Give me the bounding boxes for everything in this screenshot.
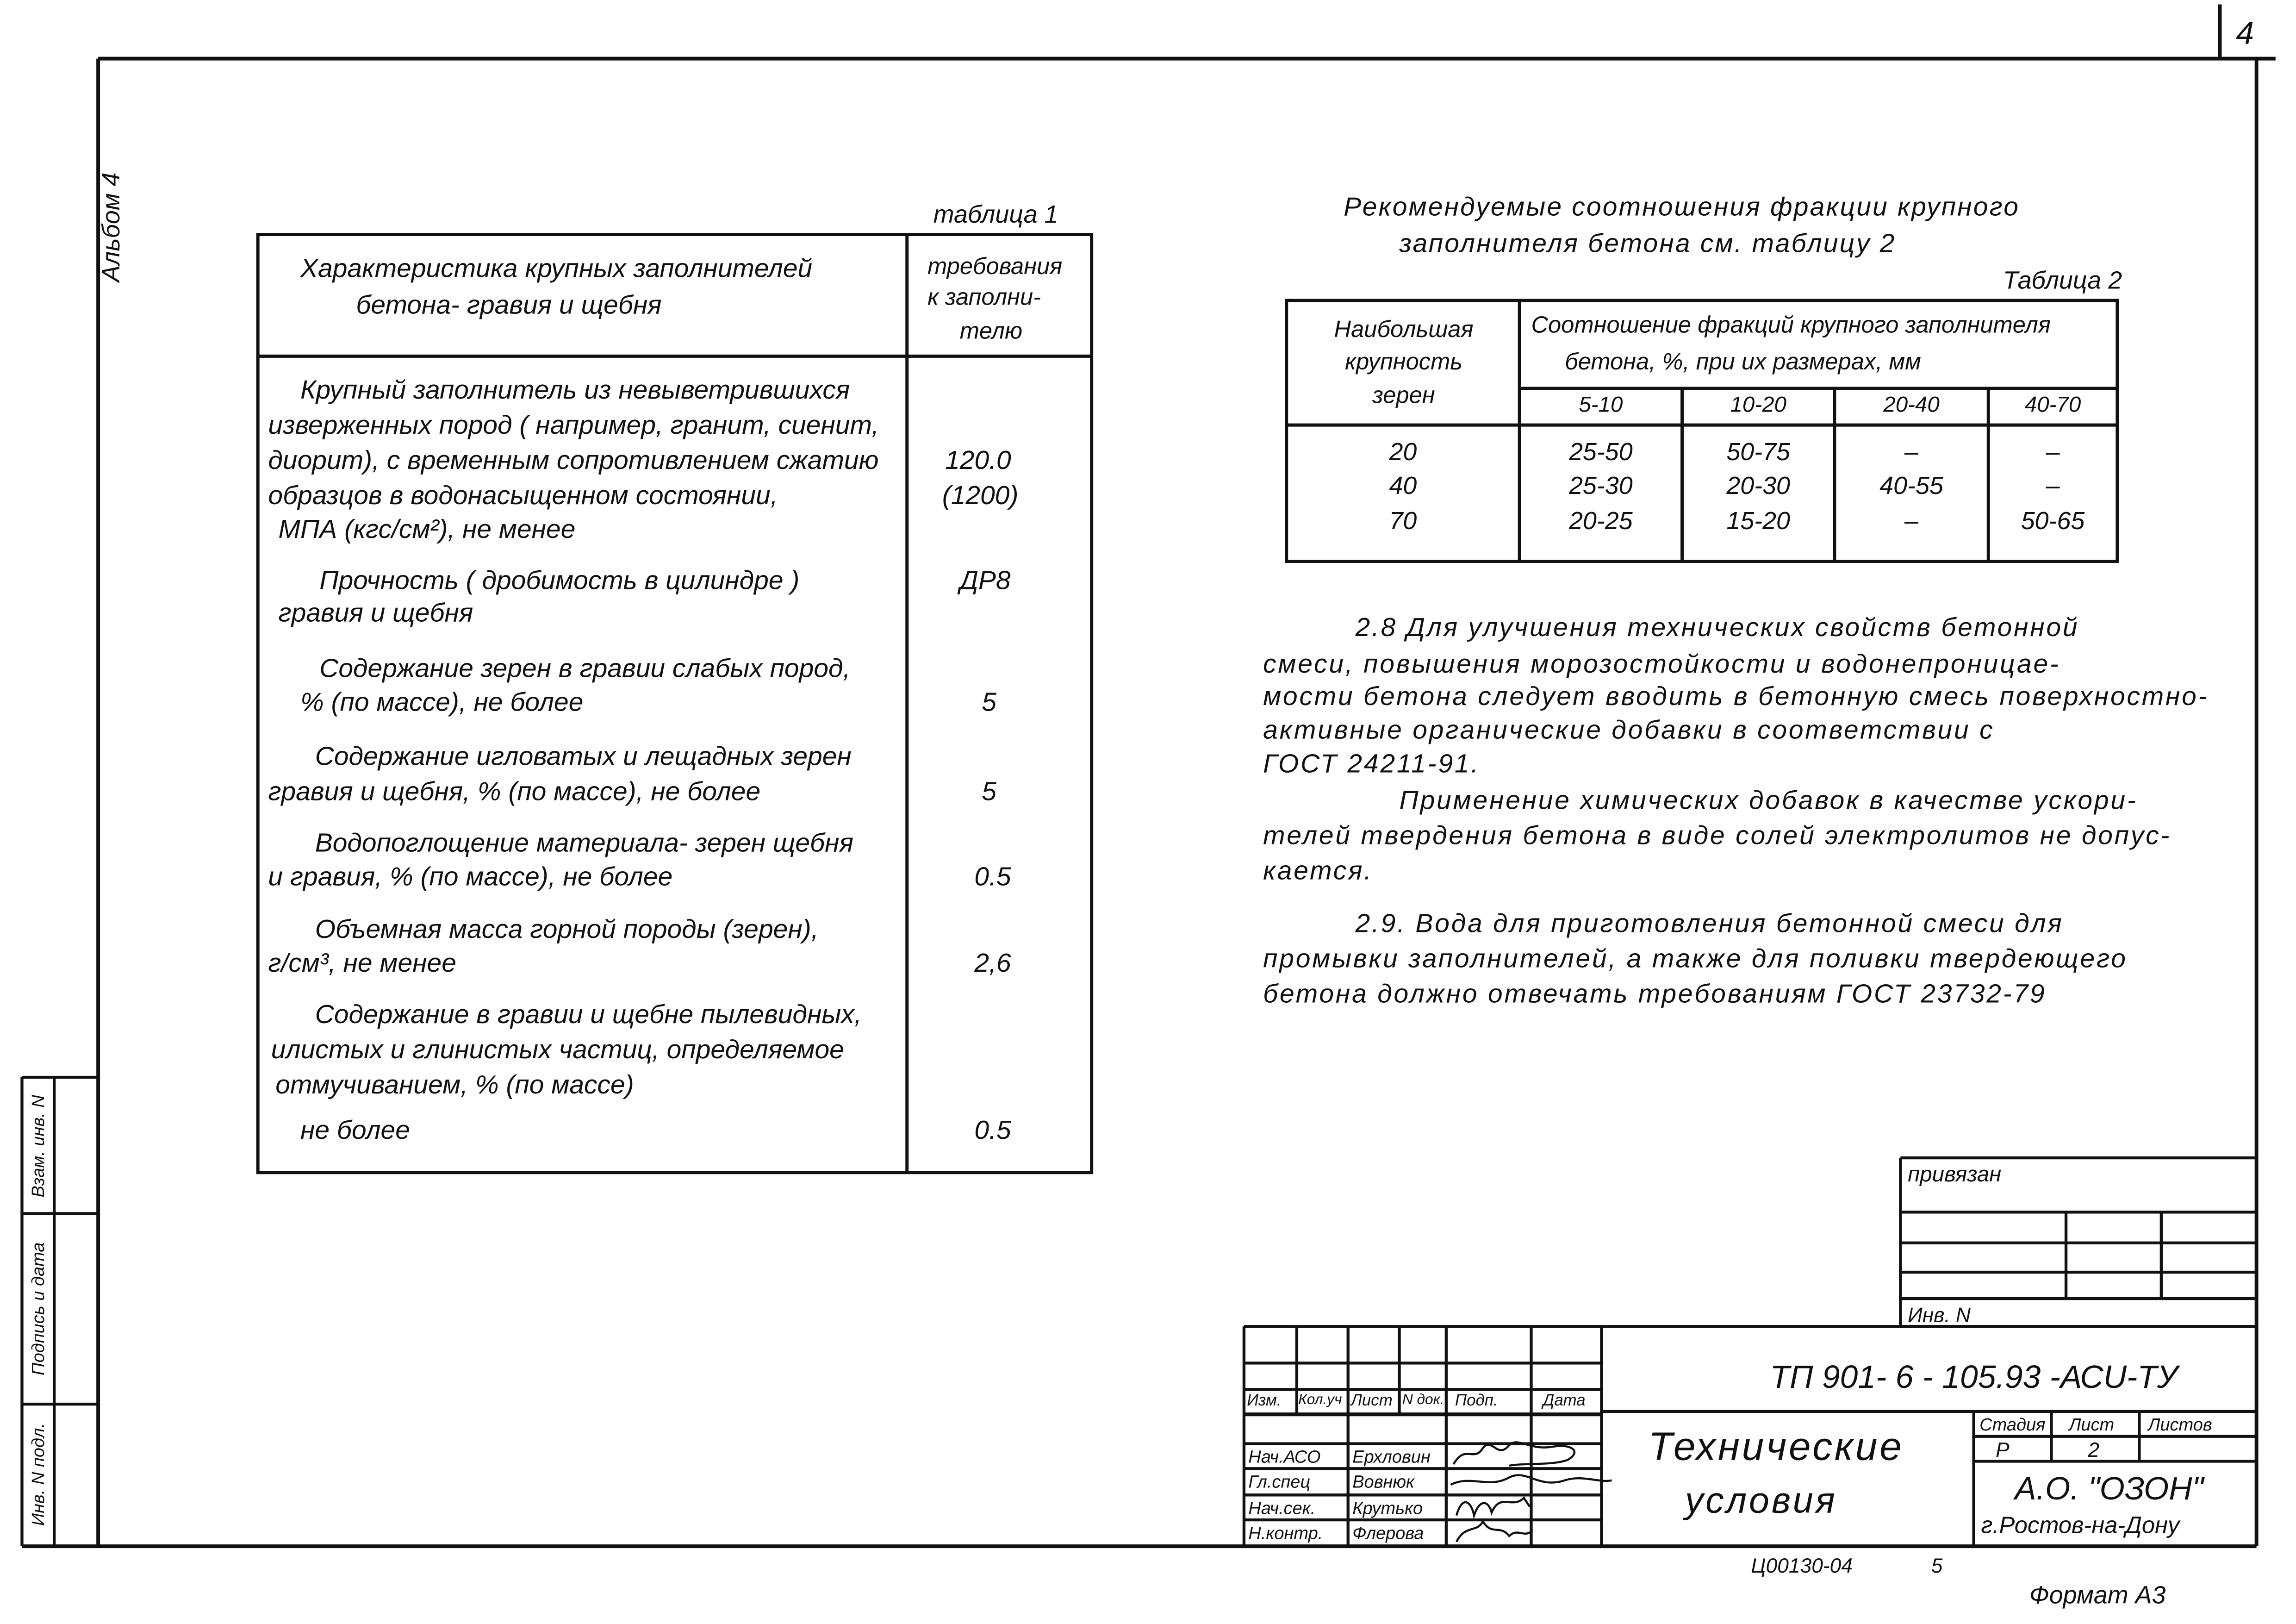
table1-row-value: ДР8	[959, 566, 1011, 595]
table2-header-size: Наибольшая	[1334, 318, 1474, 343]
organization: А.О. "ОЗОН"	[2015, 1470, 2204, 1507]
table1-row-text: Содержание игловатых и лещадных зерен	[315, 741, 852, 771]
table1-row-value: 5	[982, 776, 996, 806]
table2-cell: 40-55	[1879, 472, 1943, 500]
table2-header-size: зерен	[1372, 384, 1435, 409]
page-number: 4	[2236, 14, 2254, 51]
document-title: условия	[1685, 1480, 1837, 1522]
footer-code: Ц00130-04	[1751, 1553, 1853, 1577]
column-header: N док.	[1402, 1392, 1444, 1409]
signer-role: Гл.спец	[1248, 1471, 1311, 1492]
signer-role: Нач.АСО	[1248, 1446, 1321, 1468]
footer-sheet: 5	[1931, 1553, 1943, 1577]
paragraph-line: телей твердения бетона в виде солей электролитов не допус-	[1263, 820, 2172, 850]
table2-cell: –	[2046, 438, 2060, 466]
column-header: Лист	[1351, 1392, 1393, 1410]
table2-fraction: 10-20	[1730, 393, 1786, 418]
table1-row-value: (1200)	[942, 481, 1019, 510]
inv-label: Инв. N	[1908, 1303, 1971, 1327]
table2-cell: 20-30	[1726, 472, 1791, 500]
paragraph-line: бетона должно отвечать требованиям ГОСТ 23732-79	[1263, 979, 2047, 1009]
album-label: Альбом 4	[97, 172, 125, 282]
table1-row-value: 5	[982, 687, 996, 717]
city: г.Ростов-на-Дону	[1981, 1514, 2180, 1539]
table2-cell: 15-20	[1726, 507, 1791, 535]
table1-row-value: 2,6	[974, 948, 1011, 978]
table2-cell: 25-50	[1568, 438, 1633, 466]
table1-row-value: 0.5	[974, 862, 1011, 891]
table2-header-size: крупность	[1345, 350, 1462, 375]
signature-nach-sek	[1456, 1498, 1530, 1516]
signer-name: Флерова	[1352, 1523, 1424, 1543]
table1-row-text: образцов в водонасыщенном состоянии,	[268, 481, 778, 510]
stamp-inv-original: Инв. N подл.	[28, 1423, 49, 1526]
table2-cell: 25-30	[1568, 472, 1633, 500]
table2-cell: –	[2046, 472, 2060, 500]
paragraph-line: Применение химических добавок в качестве ускори-	[1399, 785, 2138, 815]
table2-cell: 50-75	[1726, 438, 1791, 466]
paragraph-line: смеси, повышения морозостойкости и водонепроницае-	[1263, 649, 2060, 679]
table2-caption: Таблица 2	[2003, 267, 2122, 295]
stage-value: Р	[1996, 1437, 2010, 1462]
column-header: Подп.	[1455, 1392, 1498, 1410]
sheet-label: Лист	[2069, 1414, 2115, 1435]
table2-fraction: 40-70	[2024, 393, 2081, 418]
table1-row-text: г/см³, не менее	[268, 948, 456, 978]
attached-label: привязан	[1908, 1162, 2002, 1187]
stamp-signature-date: Подпись и дата	[28, 1242, 49, 1375]
paragraph-line: 2.8 Для улучшения технических свойств бетонной	[1355, 612, 2079, 642]
table2-intro: заполнителя бетона см. таблицу 2	[1399, 228, 1896, 258]
signer-role: Нач.сек.	[1248, 1498, 1316, 1518]
column-header: Изм.	[1247, 1392, 1282, 1410]
table2-cell: –	[1904, 438, 1919, 466]
table2-size: 70	[1389, 507, 1417, 535]
table2-size: 20	[1389, 438, 1417, 466]
table1-row-text: МПА (кгс/см²), не менее	[278, 514, 576, 544]
table1-row-value: 120.0	[945, 445, 1011, 475]
table1-row-text: гравия и щебня, % (по массе), не более	[268, 776, 761, 806]
paragraph-line: мости бетона следует вводить в бетонную смесь поверхностно-	[1263, 681, 2209, 711]
signer-name: Крутько	[1352, 1498, 1423, 1518]
table1-row-text: и гравия, % (по массе), не более	[268, 862, 673, 891]
table2-size: 40	[1389, 472, 1417, 500]
table1-header-requirement: к заполни-	[927, 286, 1041, 311]
table2-fraction: 5-10	[1579, 393, 1623, 418]
sheets-label: Листов	[2148, 1414, 2212, 1435]
table1-row-text: диорит), с временным сопротивлением сжатию	[268, 445, 879, 475]
table1-row-text: Содержание зерен в гравии слабых пород,	[319, 654, 851, 683]
stamp-replace-inv: Взам. инв. N	[28, 1095, 49, 1198]
table1-row-text: Прочность ( дробимость в цилиндре )	[319, 566, 800, 595]
sheet-value: 2	[2088, 1437, 2100, 1462]
table1-caption: таблица 1	[933, 200, 1058, 229]
table2-cell: 20-25	[1568, 507, 1633, 535]
signer-name: Ерхловин	[1352, 1446, 1431, 1468]
signature-n-kontr	[1456, 1521, 1533, 1542]
table1-row-text: Содержание в гравии и щебне пылевидных,	[315, 999, 862, 1029]
table2-cell: 50-65	[2021, 507, 2085, 535]
table1-row-text: Крупный заполнитель из невыветрившихся	[300, 375, 850, 405]
table1-row-text: отмучиванием, % (по массе)	[275, 1070, 634, 1099]
table1-row-text: Водопоглощение материала- зерен щебня	[315, 828, 853, 858]
paragraph-line: ГОСТ 24211-91.	[1263, 749, 1481, 779]
designation: ТП 901- 6 - 105.93 -АСU-ТУ	[1770, 1358, 2178, 1396]
table1-row-value: 0.5	[974, 1115, 1011, 1145]
table2-intro: Рекомендуемые соотношения фракции крупного	[1344, 192, 2020, 222]
column-header: Кол.уч	[1298, 1392, 1342, 1409]
signature-nach-aso	[1454, 1442, 1574, 1466]
signer-name: Вовнюк	[1352, 1471, 1414, 1492]
table2-header-ratio: бетона, %, при их размерах, мм	[1565, 350, 1921, 375]
paragraph-line: кается.	[1263, 856, 1373, 886]
stage-label: Стадия	[1979, 1414, 2046, 1435]
paragraph-line: активные органические добавки в соответствии с	[1263, 715, 1995, 745]
table1-header-requirement: телю	[959, 319, 1023, 345]
column-header: Дата	[1543, 1392, 1586, 1410]
table1-row-text: Объемная масса горной породы (зерен),	[315, 914, 819, 944]
paragraph-line: 2.9. Вода для приготовления бетонной смеси для	[1355, 908, 2064, 938]
table2-cell: –	[1904, 507, 1919, 535]
table1-header-characteristic: Характеристика крупных заполнителей	[300, 253, 813, 283]
document-title: Технические	[1648, 1424, 1904, 1469]
table1-row-text: не более	[300, 1115, 410, 1145]
format-label: Формат А3	[2029, 1581, 2166, 1610]
table1-header-requirement: требования	[927, 255, 1063, 280]
table1-row-text: изверженных пород ( например, гранит, сиенит,	[268, 410, 879, 440]
table1-row-text: % (по массе), не более	[300, 687, 584, 717]
table1-header-characteristic: бетона- гравия и щебня	[356, 290, 662, 320]
table2-header-ratio: Соотношение фракций крупного заполнителя	[1531, 313, 2051, 339]
table2-fraction: 20-40	[1883, 393, 1940, 418]
paragraph-line: промывки заполнителей, а также для поливки твердеющего	[1263, 943, 2128, 974]
table1-row-text: гравия и щебня	[278, 598, 473, 628]
signer-role: Н.контр.	[1248, 1523, 1323, 1543]
table1-row-text: илистых и глинистых частиц, определяемое	[271, 1035, 844, 1064]
